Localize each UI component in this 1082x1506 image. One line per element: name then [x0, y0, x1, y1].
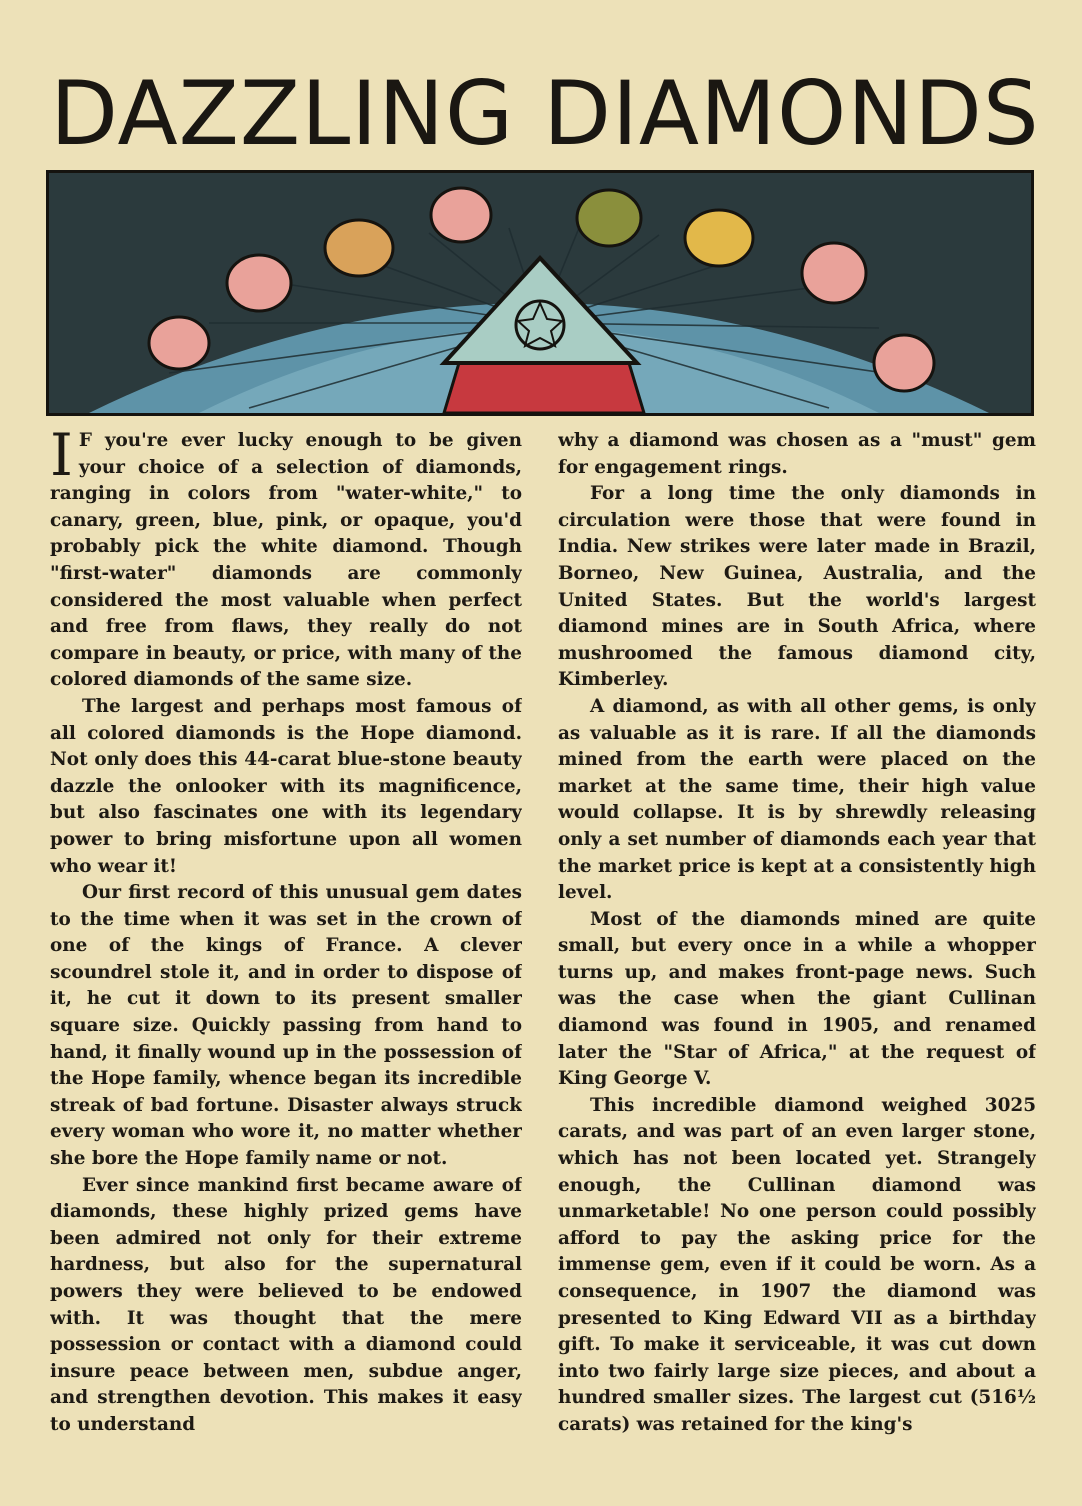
red-figure — [444, 363, 644, 413]
paragraph: Most of the diamonds mined are quite small, but every once in a while a whopper turns up, and makes front-page news. Such was the case when the giant Cullinan diamond was found in 1905, and renamed later the "Star of Africa," at the request of King George V. — [558, 908, 1036, 1090]
right-column — [558, 428, 1036, 1498]
diamond-with-faces-illustration — [49, 173, 1031, 413]
left-column — [50, 428, 522, 1498]
paragraph-text: F you're ever lucky enough to be given your choice of a selection of diamonds, ranging in colors from "water-white," to canary, green, blue, pink, or opaque, you'd probably pick the white diamond. Though "first-water" diamonds are commonly considered the most valuable when perfect and free from flaws, they really do not compare in beauty, or price, with many of the colored diamonds of the same size. — [50, 430, 522, 691]
drop-cap: I — [50, 428, 73, 489]
face — [227, 255, 291, 311]
face — [431, 188, 491, 242]
face — [874, 335, 934, 391]
paragraph: Our first record of this unusual gem dates to the time when it was set in the crown of one of the kings of France. A clever scoundrel stole it, and in order to dispose of it, he cut it down to its present smaller square size. Quickly passing from hand to hand, it finally wound up in the possession of the Hope family, whence began its incredible streak of bad fortune. Disaster always struck every woman who wore it, no matter whether she bore the Hope family name or not. — [50, 882, 522, 1170]
face — [325, 220, 393, 276]
face — [802, 243, 866, 303]
paragraph — [50, 428, 522, 694]
face — [685, 210, 753, 266]
paragraph: The largest and perhaps most famous of all colored diamonds is the Hope diamond. Not only does this 44-carat blue-stone beauty dazzle the onlooker with its magnificence, but also fascinates one with its legendary power to bring misfortune upon all women who wear it! — [50, 695, 522, 877]
paragraph: why a diamond was chosen as a "must" gem for engagement rings. — [558, 430, 1036, 478]
paragraph: For a long time the only diamonds in circulation were those that were found in India. New strikes were later made in Brazil, Borneo, New Guinea, Australia, and the United States. But the world's largest diamond mines are in South Africa, where mushroomed the famous diamond city, Kimberley. — [558, 483, 1036, 691]
article-title: DAZZLING DIAMONDS — [50, 62, 1040, 165]
illustration-panel — [46, 170, 1034, 416]
paragraph: A diamond, as with all other gems, is only as valuable as it is rare. If all the diamonds mined from the earth were placed on the market at the same time, their high value would collapse. It is by shrewdly releasing only a set number of diamonds each year that the market price is kept at a consistently high level. — [558, 695, 1036, 904]
face — [577, 190, 641, 246]
face — [149, 317, 209, 369]
paragraph: This incredible diamond weighed 3025 carats, and was part of an even larger stone, which has not been located yet. Strangely enough, the Cullinan diamond was unmarketable! No one person could possibly afford to pay the asking price for the immense gem, even if it could be worn. As a consequence, in 1907 the diamond was presented to King Edward VII as a birthday gift. To make it serviceable, it was cut down into two fairly large size pieces, and about a hundred smaller sizes. The largest cut (516½ carats) was retained for the king's — [558, 1094, 1036, 1435]
paragraph: Ever since mankind first became aware of diamonds, these highly prized gems have been admired not only for their extreme hardness, but also for the supernatural powers they were believed to be endowed with. It was thought that the mere possession or contact with a diamond could insure peace between men, subdue anger, and strengthen devotion. This makes it easy to understand — [50, 1174, 522, 1435]
